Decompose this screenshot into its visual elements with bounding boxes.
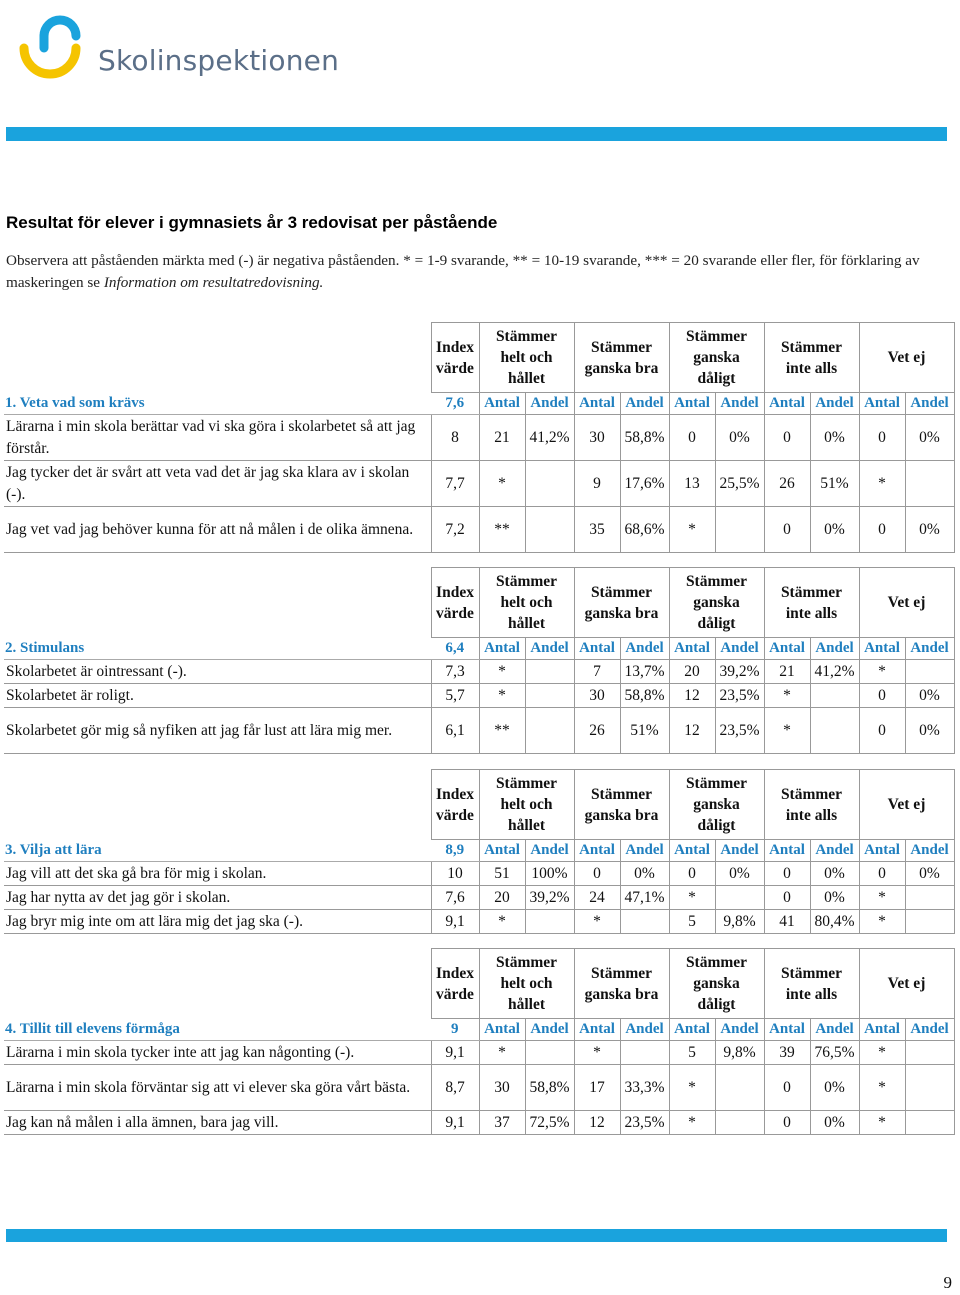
column-header-row	[4, 568, 954, 638]
index-value: 9,1	[431, 1111, 479, 1135]
andel-cell: 47,1%	[620, 886, 669, 910]
andel-label: Andel	[525, 393, 574, 415]
antal-cell: **	[479, 708, 525, 754]
table-row	[4, 886, 954, 910]
antal-cell: 0	[764, 415, 810, 461]
andel-label: Andel	[620, 393, 669, 415]
antal-label: Antal	[574, 393, 620, 415]
section-table	[4, 567, 955, 754]
antal-cell: *	[859, 660, 905, 684]
andel-cell: 68,6%	[620, 507, 669, 553]
andel-cell: 72,5%	[525, 1111, 574, 1135]
andel-cell	[525, 1041, 574, 1065]
page-title: Resultat för elever i gymnasiets år 3 redovisat per påstående	[6, 213, 498, 232]
header-h1: Stämmer helt och hållet	[479, 568, 574, 638]
andel-cell: 39,2%	[715, 660, 764, 684]
index-value: 8,7	[431, 1065, 479, 1111]
section-index: 6,4	[431, 638, 479, 660]
section-name: 1. Veta vad som krävs	[4, 393, 431, 415]
antal-cell: 0	[764, 1111, 810, 1135]
andel-label: Andel	[715, 393, 764, 415]
andel-cell: 58,8%	[620, 415, 669, 461]
antal-label: Antal	[479, 840, 525, 862]
andel-cell: 23,5%	[715, 708, 764, 754]
andel-cell: 9,8%	[715, 910, 764, 934]
antal-cell: *	[479, 910, 525, 934]
header-h5: Vet ej	[859, 949, 954, 1019]
andel-label: Andel	[715, 638, 764, 660]
andel-cell: 25,5%	[715, 461, 764, 507]
andel-cell: 0%	[905, 684, 954, 708]
skolinspektionen-logo	[14, 6, 340, 86]
statement-text: Lärarna i min skola tycker inte att jag kan någonting (-).	[4, 1041, 431, 1065]
header-h2: Stämmer ganska bra	[574, 568, 669, 638]
table-row	[4, 910, 954, 934]
andel-cell: 33,3%	[620, 1065, 669, 1111]
andel-cell	[905, 660, 954, 684]
andel-label: Andel	[810, 840, 859, 862]
logo-text: Skolinspektionen	[98, 44, 340, 77]
antal-cell: 41	[764, 910, 810, 934]
antal-cell: *	[859, 910, 905, 934]
antal-cell: 0	[859, 708, 905, 754]
andel-cell: 100%	[525, 862, 574, 886]
header-h3: Stämmer ganska dåligt	[669, 323, 764, 393]
statement-text: Jag bryr mig inte om att lära mig det jag ska (-).	[4, 910, 431, 934]
andel-cell	[715, 1111, 764, 1135]
antal-cell: *	[479, 461, 525, 507]
antal-cell: 30	[479, 1065, 525, 1111]
andel-cell: 0%	[810, 1111, 859, 1135]
header-h4: Stämmer inte alls	[764, 568, 859, 638]
index-value: 7,3	[431, 660, 479, 684]
antal-cell: *	[479, 660, 525, 684]
header-h4: Stämmer inte alls	[764, 323, 859, 393]
andel-label: Andel	[620, 1019, 669, 1041]
index-value: 9,1	[431, 1041, 479, 1065]
antal-label: Antal	[764, 393, 810, 415]
antal-cell: 17	[574, 1065, 620, 1111]
top-divider-bar	[6, 127, 947, 141]
antal-cell: 13	[669, 461, 715, 507]
antal-label: Antal	[764, 638, 810, 660]
andel-cell: 17,6%	[620, 461, 669, 507]
header-spacer	[4, 323, 431, 393]
antal-cell: 0	[859, 862, 905, 886]
antal-cell: *	[479, 1041, 525, 1065]
andel-label: Andel	[810, 393, 859, 415]
header-h1: Stämmer helt och hållet	[479, 949, 574, 1019]
andel-cell: 58,8%	[525, 1065, 574, 1111]
antal-cell: *	[574, 910, 620, 934]
antal-label: Antal	[479, 638, 525, 660]
antal-cell: 26	[764, 461, 810, 507]
table-row	[4, 415, 954, 461]
andel-cell: 0%	[905, 708, 954, 754]
index-value: 5,7	[431, 684, 479, 708]
antal-cell: *	[859, 461, 905, 507]
antal-cell: 39	[764, 1041, 810, 1065]
index-value: 7,7	[431, 461, 479, 507]
andel-cell: 41,2%	[525, 415, 574, 461]
andel-cell: 0%	[810, 1065, 859, 1111]
index-value: 7,6	[431, 886, 479, 910]
andel-cell	[810, 708, 859, 754]
antal-cell: *	[574, 1041, 620, 1065]
statement-text: Lärarna i min skola förväntar sig att vi elever ska göra vårt bästa.	[4, 1065, 431, 1111]
antal-cell: 37	[479, 1111, 525, 1135]
section-table	[4, 769, 955, 934]
bottom-divider-bar	[6, 1229, 947, 1242]
antal-label: Antal	[859, 638, 905, 660]
section-name: 2. Stimulans	[4, 638, 431, 660]
antal-cell: 21	[764, 660, 810, 684]
andel-cell: 0%	[905, 507, 954, 553]
note-text: Observera att påståenden märkta med (-) är negativa påståenden. * = 1-9 svarande, ** = 10-19 svarande, *** = 20 svarande eller fler, för förklaring av maskeringen se	[6, 252, 920, 291]
andel-cell: 23,5%	[715, 684, 764, 708]
andel-label: Andel	[905, 638, 954, 660]
andel-cell: 0%	[905, 862, 954, 886]
section-index: 7,6	[431, 393, 479, 415]
andel-label: Andel	[525, 1019, 574, 1041]
antal-cell: 0	[859, 415, 905, 461]
antal-label: Antal	[669, 1019, 715, 1041]
andel-cell: 51%	[810, 461, 859, 507]
antal-cell: 12	[669, 684, 715, 708]
andel-cell	[715, 1065, 764, 1111]
section-index: 9	[431, 1019, 479, 1041]
header-h3: Stämmer ganska dåligt	[669, 568, 764, 638]
header-index: Index värde	[431, 323, 479, 393]
header-h3: Stämmer ganska dåligt	[669, 949, 764, 1019]
explanatory-note	[6, 250, 951, 294]
statement-text: Skolarbetet är ointressant (-).	[4, 660, 431, 684]
antal-cell: *	[479, 684, 525, 708]
index-value: 8	[431, 415, 479, 461]
antal-cell: 0	[669, 415, 715, 461]
table-row	[4, 1065, 954, 1111]
section-row	[4, 393, 954, 415]
antal-cell: 51	[479, 862, 525, 886]
andel-cell: 0%	[810, 507, 859, 553]
andel-cell: 58,8%	[620, 684, 669, 708]
column-header-row	[4, 949, 954, 1019]
antal-cell: 30	[574, 415, 620, 461]
header-h5: Vet ej	[859, 323, 954, 393]
antal-cell: *	[669, 1111, 715, 1135]
antal-label: Antal	[479, 1019, 525, 1041]
header-h1: Stämmer helt och hållet	[479, 770, 574, 840]
antal-cell: *	[859, 886, 905, 910]
antal-cell: 12	[669, 708, 715, 754]
antal-cell: *	[764, 684, 810, 708]
andel-label: Andel	[620, 638, 669, 660]
andel-cell: 0%	[810, 415, 859, 461]
header-index: Index värde	[431, 770, 479, 840]
andel-cell	[905, 461, 954, 507]
antal-cell: 0	[764, 886, 810, 910]
andel-cell: 41,2%	[810, 660, 859, 684]
statement-text: Skolarbetet är roligt.	[4, 684, 431, 708]
andel-cell	[905, 886, 954, 910]
antal-label: Antal	[669, 393, 715, 415]
antal-cell: 30	[574, 684, 620, 708]
andel-cell	[905, 1111, 954, 1135]
andel-cell: 0%	[715, 415, 764, 461]
antal-cell: 0	[574, 862, 620, 886]
andel-cell: 0%	[810, 862, 859, 886]
andel-cell	[525, 684, 574, 708]
antal-cell: 35	[574, 507, 620, 553]
antal-label: Antal	[859, 1019, 905, 1041]
andel-cell	[715, 507, 764, 553]
andel-cell	[525, 910, 574, 934]
andel-label: Andel	[905, 840, 954, 862]
antal-label: Antal	[574, 1019, 620, 1041]
antal-cell: 24	[574, 886, 620, 910]
antal-cell: 26	[574, 708, 620, 754]
statement-text: Jag vill att det ska gå bra för mig i skolan.	[4, 862, 431, 886]
andel-cell	[525, 461, 574, 507]
table-row	[4, 507, 954, 553]
header-spacer	[4, 770, 431, 840]
header-h1: Stämmer helt och hållet	[479, 323, 574, 393]
andel-cell	[810, 684, 859, 708]
table-row	[4, 660, 954, 684]
andel-cell: 0%	[620, 862, 669, 886]
header-h5: Vet ej	[859, 770, 954, 840]
andel-cell: 76,5%	[810, 1041, 859, 1065]
section-name: 3. Vilja att lära	[4, 840, 431, 862]
antal-label: Antal	[574, 638, 620, 660]
antal-label: Antal	[669, 840, 715, 862]
andel-cell: 0%	[715, 862, 764, 886]
antal-cell: 5	[669, 1041, 715, 1065]
header-h5: Vet ej	[859, 568, 954, 638]
antal-cell: 0	[669, 862, 715, 886]
statement-text: Lärarna i min skola berättar vad vi ska göra i skolarbetet så att jag förstår.	[4, 415, 431, 461]
antal-cell: *	[669, 507, 715, 553]
andel-cell	[525, 660, 574, 684]
antal-cell: **	[479, 507, 525, 553]
table-row	[4, 1041, 954, 1065]
antal-label: Antal	[764, 840, 810, 862]
andel-label: Andel	[620, 840, 669, 862]
antal-cell: 20	[669, 660, 715, 684]
andel-cell	[620, 1041, 669, 1065]
section-row	[4, 840, 954, 862]
andel-cell	[525, 708, 574, 754]
antal-cell: *	[669, 886, 715, 910]
header-h4: Stämmer inte alls	[764, 949, 859, 1019]
header-spacer	[4, 568, 431, 638]
section-name: 4. Tillit till elevens förmåga	[4, 1019, 431, 1041]
antal-label: Antal	[764, 1019, 810, 1041]
statement-text: Jag vet vad jag behöver kunna för att nå målen i de olika ämnena.	[4, 507, 431, 553]
header-index: Index värde	[431, 568, 479, 638]
index-value: 6,1	[431, 708, 479, 754]
andel-cell	[905, 1041, 954, 1065]
andel-cell: 80,4%	[810, 910, 859, 934]
andel-cell: 39,2%	[525, 886, 574, 910]
antal-cell: 12	[574, 1111, 620, 1135]
andel-cell: 23,5%	[620, 1111, 669, 1135]
andel-label: Andel	[905, 393, 954, 415]
antal-cell: 0	[764, 507, 810, 553]
table-row	[4, 708, 954, 754]
statement-text: Skolarbetet gör mig så nyfiken att jag får lust att lära mig mer.	[4, 708, 431, 754]
header-h2: Stämmer ganska bra	[574, 949, 669, 1019]
table-row	[4, 1111, 954, 1135]
andel-cell	[620, 910, 669, 934]
andel-cell: 0%	[810, 886, 859, 910]
header-h4: Stämmer inte alls	[764, 770, 859, 840]
antal-label: Antal	[859, 393, 905, 415]
note-link-text: Information om resultatredovisning.	[103, 274, 324, 291]
antal-cell: *	[669, 1065, 715, 1111]
antal-cell: 9	[574, 461, 620, 507]
header-index: Index värde	[431, 949, 479, 1019]
antal-cell: *	[859, 1041, 905, 1065]
andel-cell	[715, 886, 764, 910]
antal-cell: *	[764, 708, 810, 754]
section-table	[4, 322, 955, 553]
andel-label: Andel	[810, 1019, 859, 1041]
section-index: 8,9	[431, 840, 479, 862]
column-header-row	[4, 323, 954, 393]
index-value: 10	[431, 862, 479, 886]
statement-text: Jag tycker det är svårt att veta vad det är jag ska klara av i skolan (-).	[4, 461, 431, 507]
antal-label: Antal	[669, 638, 715, 660]
antal-cell: 0	[764, 862, 810, 886]
andel-cell: 9,8%	[715, 1041, 764, 1065]
antal-cell: 0	[764, 1065, 810, 1111]
andel-label: Andel	[715, 840, 764, 862]
statement-text: Jag har nytta av det jag gör i skolan.	[4, 886, 431, 910]
andel-cell	[905, 910, 954, 934]
header-h2: Stämmer ganska bra	[574, 323, 669, 393]
andel-cell	[905, 1065, 954, 1111]
header-h3: Stämmer ganska dåligt	[669, 770, 764, 840]
index-value: 9,1	[431, 910, 479, 934]
andel-label: Andel	[905, 1019, 954, 1041]
column-header-row	[4, 770, 954, 840]
antal-label: Antal	[859, 840, 905, 862]
antal-cell: 5	[669, 910, 715, 934]
table-row	[4, 684, 954, 708]
antal-cell: 20	[479, 886, 525, 910]
section-table	[4, 948, 955, 1135]
andel-label: Andel	[810, 638, 859, 660]
andel-cell	[525, 507, 574, 553]
andel-cell: 0%	[905, 415, 954, 461]
antal-label: Antal	[479, 393, 525, 415]
antal-label: Antal	[574, 840, 620, 862]
index-value: 7,2	[431, 507, 479, 553]
table-row	[4, 461, 954, 507]
page-number: 9	[943, 1273, 952, 1292]
header-spacer	[4, 949, 431, 1019]
andel-label: Andel	[525, 840, 574, 862]
antal-cell: 0	[859, 684, 905, 708]
antal-cell: *	[859, 1065, 905, 1111]
section-row	[4, 638, 954, 660]
antal-cell: 7	[574, 660, 620, 684]
antal-cell: *	[859, 1111, 905, 1135]
header-h2: Stämmer ganska bra	[574, 770, 669, 840]
andel-cell: 51%	[620, 708, 669, 754]
table-row	[4, 862, 954, 886]
section-row	[4, 1019, 954, 1041]
statement-text: Jag kan nå målen i alla ämnen, bara jag vill.	[4, 1111, 431, 1135]
andel-label: Andel	[525, 638, 574, 660]
andel-label: Andel	[715, 1019, 764, 1041]
antal-cell: 21	[479, 415, 525, 461]
andel-cell: 13,7%	[620, 660, 669, 684]
antal-cell: 0	[859, 507, 905, 553]
